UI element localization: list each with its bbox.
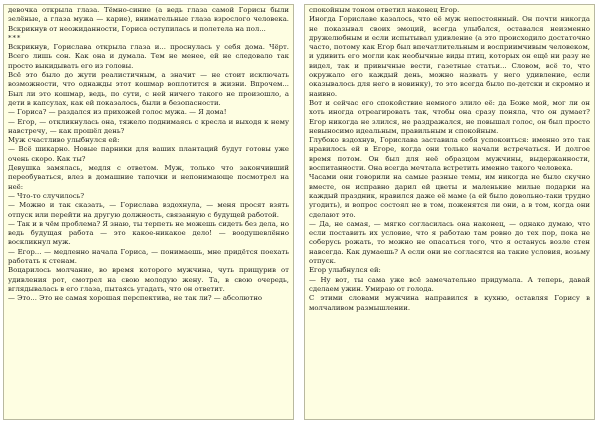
paragraph: — Это... Это не самая хорошая перспектива, не так ли? — абсолютно (8, 294, 263, 303)
paragraph: Вскрикнув, Гориславa открыла глаза и... проснулась у себя дома. Чёрт. Всего лишь сон. Как она и думала. Тем не менее, ей не следовало так просто выкидывать его из головы. (8, 43, 289, 70)
paragraph: — Гориса? — раздался из прихожей голос мужа. — Я дома! (8, 108, 227, 117)
paragraph: Муж счастливо улыбнулся ей: (8, 136, 120, 145)
paragraph: Вот и сейчас его спокойствие немного злило её: да Боже мой, мог ли он хоть иногда отреагировать так, чтобы она сразу поняла, что он думает? Егор никогда не злился, не раздражался, не повышал голос, он был просто невыносимо идеальным, правильным и спокойным. (309, 98, 590, 135)
paragraph: спокойным тоном ответил наконец Егор. (309, 6, 460, 14)
paragraph: — Так и в чём проблема? Я знаю, ты терпеть не можешь сидеть без дела, но ведь будущая работа — это какое-никакое дело! — воодушевлённо воскликнул муж. (8, 219, 289, 247)
paragraph: Девушка замялась, медля с ответом. Муж, только что закончивший переобуваться, влез в домашние тапочки и непонимающе посмотрел на неё: (8, 164, 289, 191)
paragraph: — Егор, — откликнулась она, тяжело поднимаясь с кресла и выходя к нему навстречу, — как прошёл день? (8, 117, 289, 135)
paragraph: Часами они говорили на самые разные темы, им никогда не было скучно вместе, он исправно дарил ей цветы и маленькие милые подарки на каждый праздник, нравился даже её маме (а ей было довольно-таки трудно угодить), и вопрос состоял не в том, поженятся ли они, а в том, когда они сделают это. (309, 173, 590, 219)
paragraph: — Егор... — медленно начала Гориса, — понимаешь, мне придётся поехать работать к стенам. (8, 247, 289, 266)
right-page (304, 4, 595, 420)
paragraph: Иногда Гориславе казалось, что её муж непостоянный. Он почти никогда не показывал своих эмоций, всегда улыбался, оставался неизменно дружелюбным и если испытывал удивление (а это происходило достаточно часто, потому как Егор был впечатлительным и восприимчивым человеком, и удивить его могли как необычные виды птиц, которых он ещё ни разу не видел, так и привычные вести, газетные статьи... Словом, всё то, что окружало его каждый день, можно назвать у него удивление, если оказывалось для него в новинку), то это всегда было по-детски и скромно и наивно. (309, 15, 590, 98)
page-gutter (294, 0, 304, 424)
right-page-text (309, 6, 590, 313)
paragraph: — Ну вот, ты сама уже всё замечательно придумала. А теперь, давай сделаем ужин. Умираю от голода. (309, 275, 590, 293)
paragraph: С этими словами мужчина направился в кухню, оставляя Горису в молчаливом размышлении. (309, 294, 590, 312)
paragraph: — Что-то случилось? (8, 191, 85, 200)
paragraph: — Всё шикарно. Новые парники для ваших плантаций будут готовы уже очень скоро. Как ты? (8, 145, 289, 163)
section-divider: *** (8, 33, 22, 42)
paragraph: девочка открыла глаза. Тёмно-синие (а ведь глаза самой Горисы были зелёные, а глаза мужа — карие), внимательные глаза взрослого человека. Вскрикнув от неожиданности, Гориса оступилась и полетела на пол... (8, 6, 289, 33)
paragraph: Воцарилось молчание, во время которого мужчина, чуть прищурив от удивления рот, смотрел на свою молодую жену. Та, в свою очередь, вглядывалась в его глаза, пытаясь угадать, что он ответит. (8, 266, 289, 293)
paragraph: Егор улыбнулся ей: (309, 266, 381, 275)
paragraph: Глубоко вздохнув, Гориславa заставила себя успокоиться: именно это так нравилось ей в Егоре, когда они только начали встречаться. И долгое время потом. Он был для неё образцом мужчины, выдержанности, воспитанности. Она всегда мечтала встретить именно такого человека. (309, 136, 590, 173)
paragraph: Всё это было до жути реалистичным, а значит — не стоит исключать возможности, что однажды этот кошмар воплотится в жизни. Впрочем... Был ли это кошмар, ведь, по сути, с ней ничего такого не произошло, а дети в капсулах, как ей показалось, были в безопасности. (8, 71, 289, 107)
left-page-text (8, 6, 289, 304)
paragraph: — Да, не самая, — мягко согласилась она наконец, — однако думаю, что если поставить их условие, что я работаю там ровно до тех пор, пока не соберусь рожать, то можно не опасаться того, что я останусь возле стен навсегда. Как думаешь? А если они не согласятся на такие условия, возьму отпуск. (309, 219, 590, 266)
paragraph: — Можно и так сказать, — Гориславa вздохнула, — меня просят взять отпуск или перейти на другую должность, связанную с будущей работой. (8, 201, 289, 219)
left-page (3, 4, 294, 420)
